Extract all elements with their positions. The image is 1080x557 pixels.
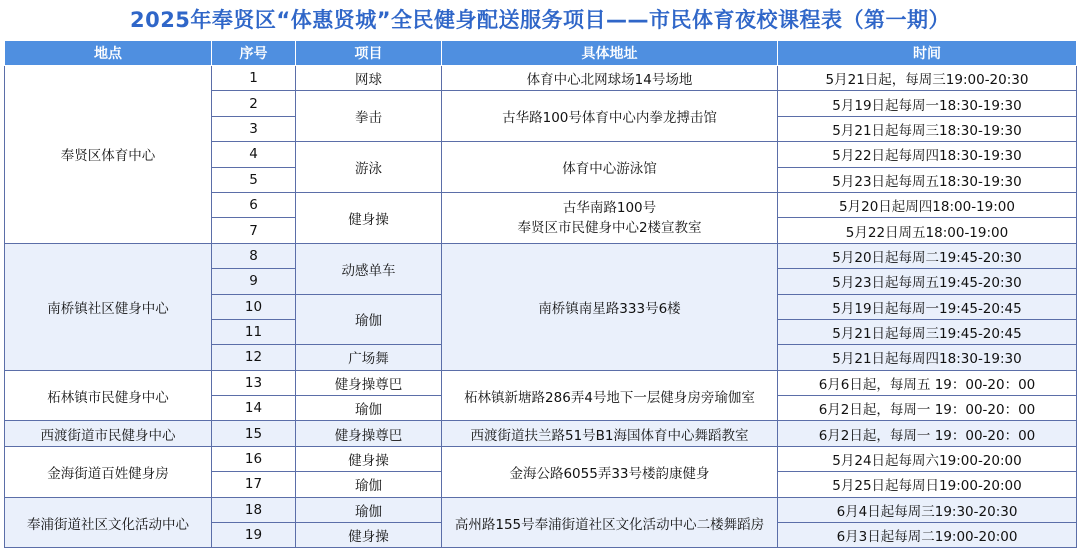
venue-group [5, 446, 1077, 497]
location-cell: 金海街道百姓健身房 [5, 446, 212, 497]
location-cell: 西渡街道市民健身中心 [5, 421, 212, 446]
address-cell [442, 192, 778, 243]
seq-cell: 12 [212, 345, 296, 370]
address-cell: 金海公路6055弄33号楼韵康健身 [442, 446, 778, 497]
time-cell: 6月2日起，每周一 19：00-20：00 [778, 396, 1077, 421]
item-cell: 网球 [296, 66, 442, 91]
venue-group [5, 370, 1077, 421]
seq-cell: 15 [212, 421, 296, 446]
address-cell: 体育中心北网球场14号场地 [442, 66, 778, 91]
time-cell: 5月21日起，每周三19:00-20:30 [778, 66, 1077, 91]
location-cell: 柘林镇市民健身中心 [5, 370, 212, 421]
seq-cell: 18 [212, 497, 296, 522]
venue-group [5, 421, 1077, 446]
item-cell: 健身操 [296, 192, 442, 243]
time-cell: 6月6日起，每周五 19：00-20：00 [778, 370, 1077, 395]
item-cell: 瑜伽 [296, 396, 442, 421]
item-cell: 动感单车 [296, 243, 442, 294]
table-row [5, 446, 1077, 471]
venue-group [5, 497, 1077, 548]
table-row [5, 497, 1077, 522]
address-cell: 高州路155号奉浦街道社区文化活动中心二楼舞蹈房 [442, 497, 778, 548]
seq-cell: 10 [212, 294, 296, 319]
seq-cell: 2 [212, 91, 296, 116]
venue-group [5, 243, 1077, 370]
item-cell: 瑜伽 [296, 497, 442, 522]
seq-cell: 13 [212, 370, 296, 395]
seq-cell: 19 [212, 523, 296, 548]
time-cell: 5月19日起每周一18:30-19:30 [778, 91, 1077, 116]
header-seq: 序号 [212, 41, 296, 66]
time-cell: 6月2日起，每周一 19：00-20：00 [778, 421, 1077, 446]
seq-cell: 1 [212, 66, 296, 91]
item-cell: 健身操 [296, 523, 442, 548]
time-cell: 5月21日起每周四18:30-19:30 [778, 345, 1077, 370]
address-cell: 体育中心游泳馆 [442, 142, 778, 193]
location-cell: 南桥镇社区健身中心 [5, 243, 212, 370]
table-header-row [5, 41, 1077, 66]
seq-cell: 14 [212, 396, 296, 421]
time-cell: 6月4日起每周三19:30-20:30 [778, 497, 1077, 522]
address-cell: 古华路100号体育中心内拳龙搏击馆 [442, 91, 778, 142]
address-cell: 西渡街道扶兰路51号B1海国体育中心舞蹈教室 [442, 421, 778, 446]
address-line: 奉贤区市民健身中心2楼宣教室 [517, 219, 702, 236]
time-cell: 5月24日起每周六19:00-20:00 [778, 446, 1077, 471]
location-cell: 奉贤区体育中心 [5, 66, 212, 244]
address-cell: 柘林镇新塘路286弄4号地下一层健身房旁瑜伽室 [442, 370, 778, 421]
header-address: 具体地址 [442, 41, 778, 66]
item-cell: 瑜伽 [296, 472, 442, 497]
header-location: 地点 [5, 41, 212, 66]
seq-cell: 11 [212, 319, 296, 344]
header-item: 项目 [296, 41, 442, 66]
seq-cell: 16 [212, 446, 296, 471]
table-row [5, 66, 1077, 91]
time-cell: 5月20日起每周二19:45-20:30 [778, 243, 1077, 268]
seq-cell: 9 [212, 269, 296, 294]
item-cell: 拳击 [296, 91, 442, 142]
table-row [5, 243, 1077, 268]
venue-group [5, 66, 1077, 244]
seq-cell: 3 [212, 116, 296, 141]
time-cell: 5月20日起周四18:00-19:00 [778, 192, 1077, 217]
time-cell: 5月21日起每周三19:45-20:45 [778, 319, 1077, 344]
table-row [5, 421, 1077, 446]
address-line: 古华南路100号 [562, 199, 657, 216]
time-cell: 5月22日起每周四18:30-19:30 [778, 142, 1077, 167]
address-cell: 南桥镇南星路333号6楼 [442, 243, 778, 370]
time-cell: 6月3日起每周二19:00-20:00 [778, 523, 1077, 548]
seq-cell: 17 [212, 472, 296, 497]
time-cell: 5月19日起每周一19:45-20:45 [778, 294, 1077, 319]
time-cell: 5月21日起每周三18:30-19:30 [778, 116, 1077, 141]
header-time: 时间 [778, 41, 1077, 66]
time-cell: 5月22日周五18:00-19:00 [778, 218, 1077, 243]
seq-cell: 7 [212, 218, 296, 243]
page-title: 2025年奉贤区“体惠贤城”全民健身配送服务项目——市民体育夜校课程表（第一期） [129, 8, 951, 32]
seq-cell: 6 [212, 192, 296, 217]
time-cell: 5月23日起每周五19:45-20:30 [778, 269, 1077, 294]
item-cell: 游泳 [296, 142, 442, 193]
item-cell: 广场舞 [296, 345, 442, 370]
item-cell: 瑜伽 [296, 294, 442, 345]
seq-cell: 8 [212, 243, 296, 268]
time-cell: 5月25日起每周日19:00-20:00 [778, 472, 1077, 497]
item-cell: 健身操尊巴 [296, 421, 442, 446]
table-row [5, 370, 1077, 395]
item-cell: 健身操尊巴 [296, 370, 442, 395]
time-cell: 5月23日起每周五18:30-19:30 [778, 167, 1077, 192]
location-cell: 奉浦街道社区文化活动中心 [5, 497, 212, 548]
item-cell: 健身操 [296, 446, 442, 471]
schedule-table [4, 40, 1077, 548]
seq-cell: 4 [212, 142, 296, 167]
seq-cell: 5 [212, 167, 296, 192]
